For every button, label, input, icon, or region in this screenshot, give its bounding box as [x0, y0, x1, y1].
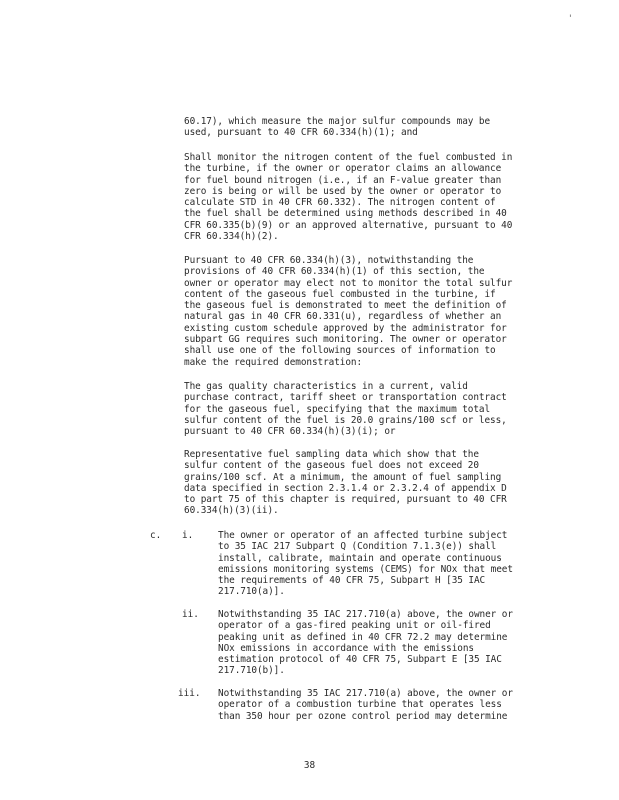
- paragraph-sulfur-compounds: 60.17), which measure the major sulfur compounds may be used, pursuant to 40 CFR 60.334(h)(1); and: [184, 116, 491, 139]
- clause-numeral: iii.: [178, 688, 201, 699]
- clause-text: Notwithstanding 35 IAC 217.710(a) above, the owner or operator of a combustion turbine that operates less than 350 hour per ozone control period may determine: [218, 688, 513, 722]
- clause-numeral: ii.: [182, 609, 199, 620]
- paragraph-nitrogen-content: Shall monitor the nitrogen content of the fuel combusted in the turbine, if the owner or operator claims an allowance for fuel bound nitrogen (i.e., if an F-value greater than zero is being or will be used by the owner or operator to calculate STD in 40 CFR 60.332). The nitrogen content of the fuel shall be determined using methods described in 40 CFR 60.335(b)(9) or an approved alternative, pursuant to 40 CFR 60.334(h)(2).: [184, 152, 513, 243]
- clause-letter: c.: [150, 530, 162, 541]
- clause-text: The owner or operator of an affected turbine subject to 35 IAC 217 Subpart Q (Condition 7.1.3(e)) shall install, calibrate, maintain and operate continuous emissions monitoring systems (CEMS) for NOx that meet the requirements of 40 CFR 75, Subpart H [35 IAC 217.710(a)].: [218, 530, 513, 598]
- corner-mark: ': [567, 14, 573, 24]
- paragraph-natural-gas-exemption: Pursuant to 40 CFR 60.334(h)(3), notwithstanding the provisions of 40 CFR 60.334(h)(1) of this section, the owner or operator may elect not to monitor the total sulfur content of the gaseous fuel combusted in the turbine, if the gaseous fuel is demonstrated to meet the definition of natural gas in 40 CFR 60.331(u), regardless of whether an existing custom schedule approved by the administrator for subpart GG requires such monitoring. The owner or operator shall use one of the following sources of information to make the required demonstration:: [184, 255, 513, 368]
- clause-numeral: i.: [182, 530, 194, 541]
- paragraph-fuel-sampling: Representative fuel sampling data which show that the sulfur content of the gaseous fuel does not exceed 20 grains/100 scf. At a minimum, the amount of fuel sampling data specified in section 2.3.1.4 or 2.3.2.4 of appendix D to part 75 of this chapter is required, pursuant to 40 CFR 60.334(h)(3)(ii).: [184, 449, 507, 517]
- paragraph-gas-quality: The gas quality characteristics in a current, valid purchase contract, tariff sheet or transportation contract for the gaseous fuel, specifying that the maximum total sulfur content of the fuel is 20.0 grains/100 scf or less, pursuant to 40 CFR 60.334(h)(3)(i); or: [184, 381, 507, 438]
- page-number: 38: [303, 760, 316, 771]
- clause-text: Notwithstanding 35 IAC 217.710(a) above, the owner or operator of a gas-fired peaking unit or oil-fired peaking unit as defined in 40 CFR 72.2 may determine NOx emissions in accordance with the emissions estimation protocol of 40 CFR 75, Subpart E [35 IAC 217.710(b)].: [218, 609, 513, 677]
